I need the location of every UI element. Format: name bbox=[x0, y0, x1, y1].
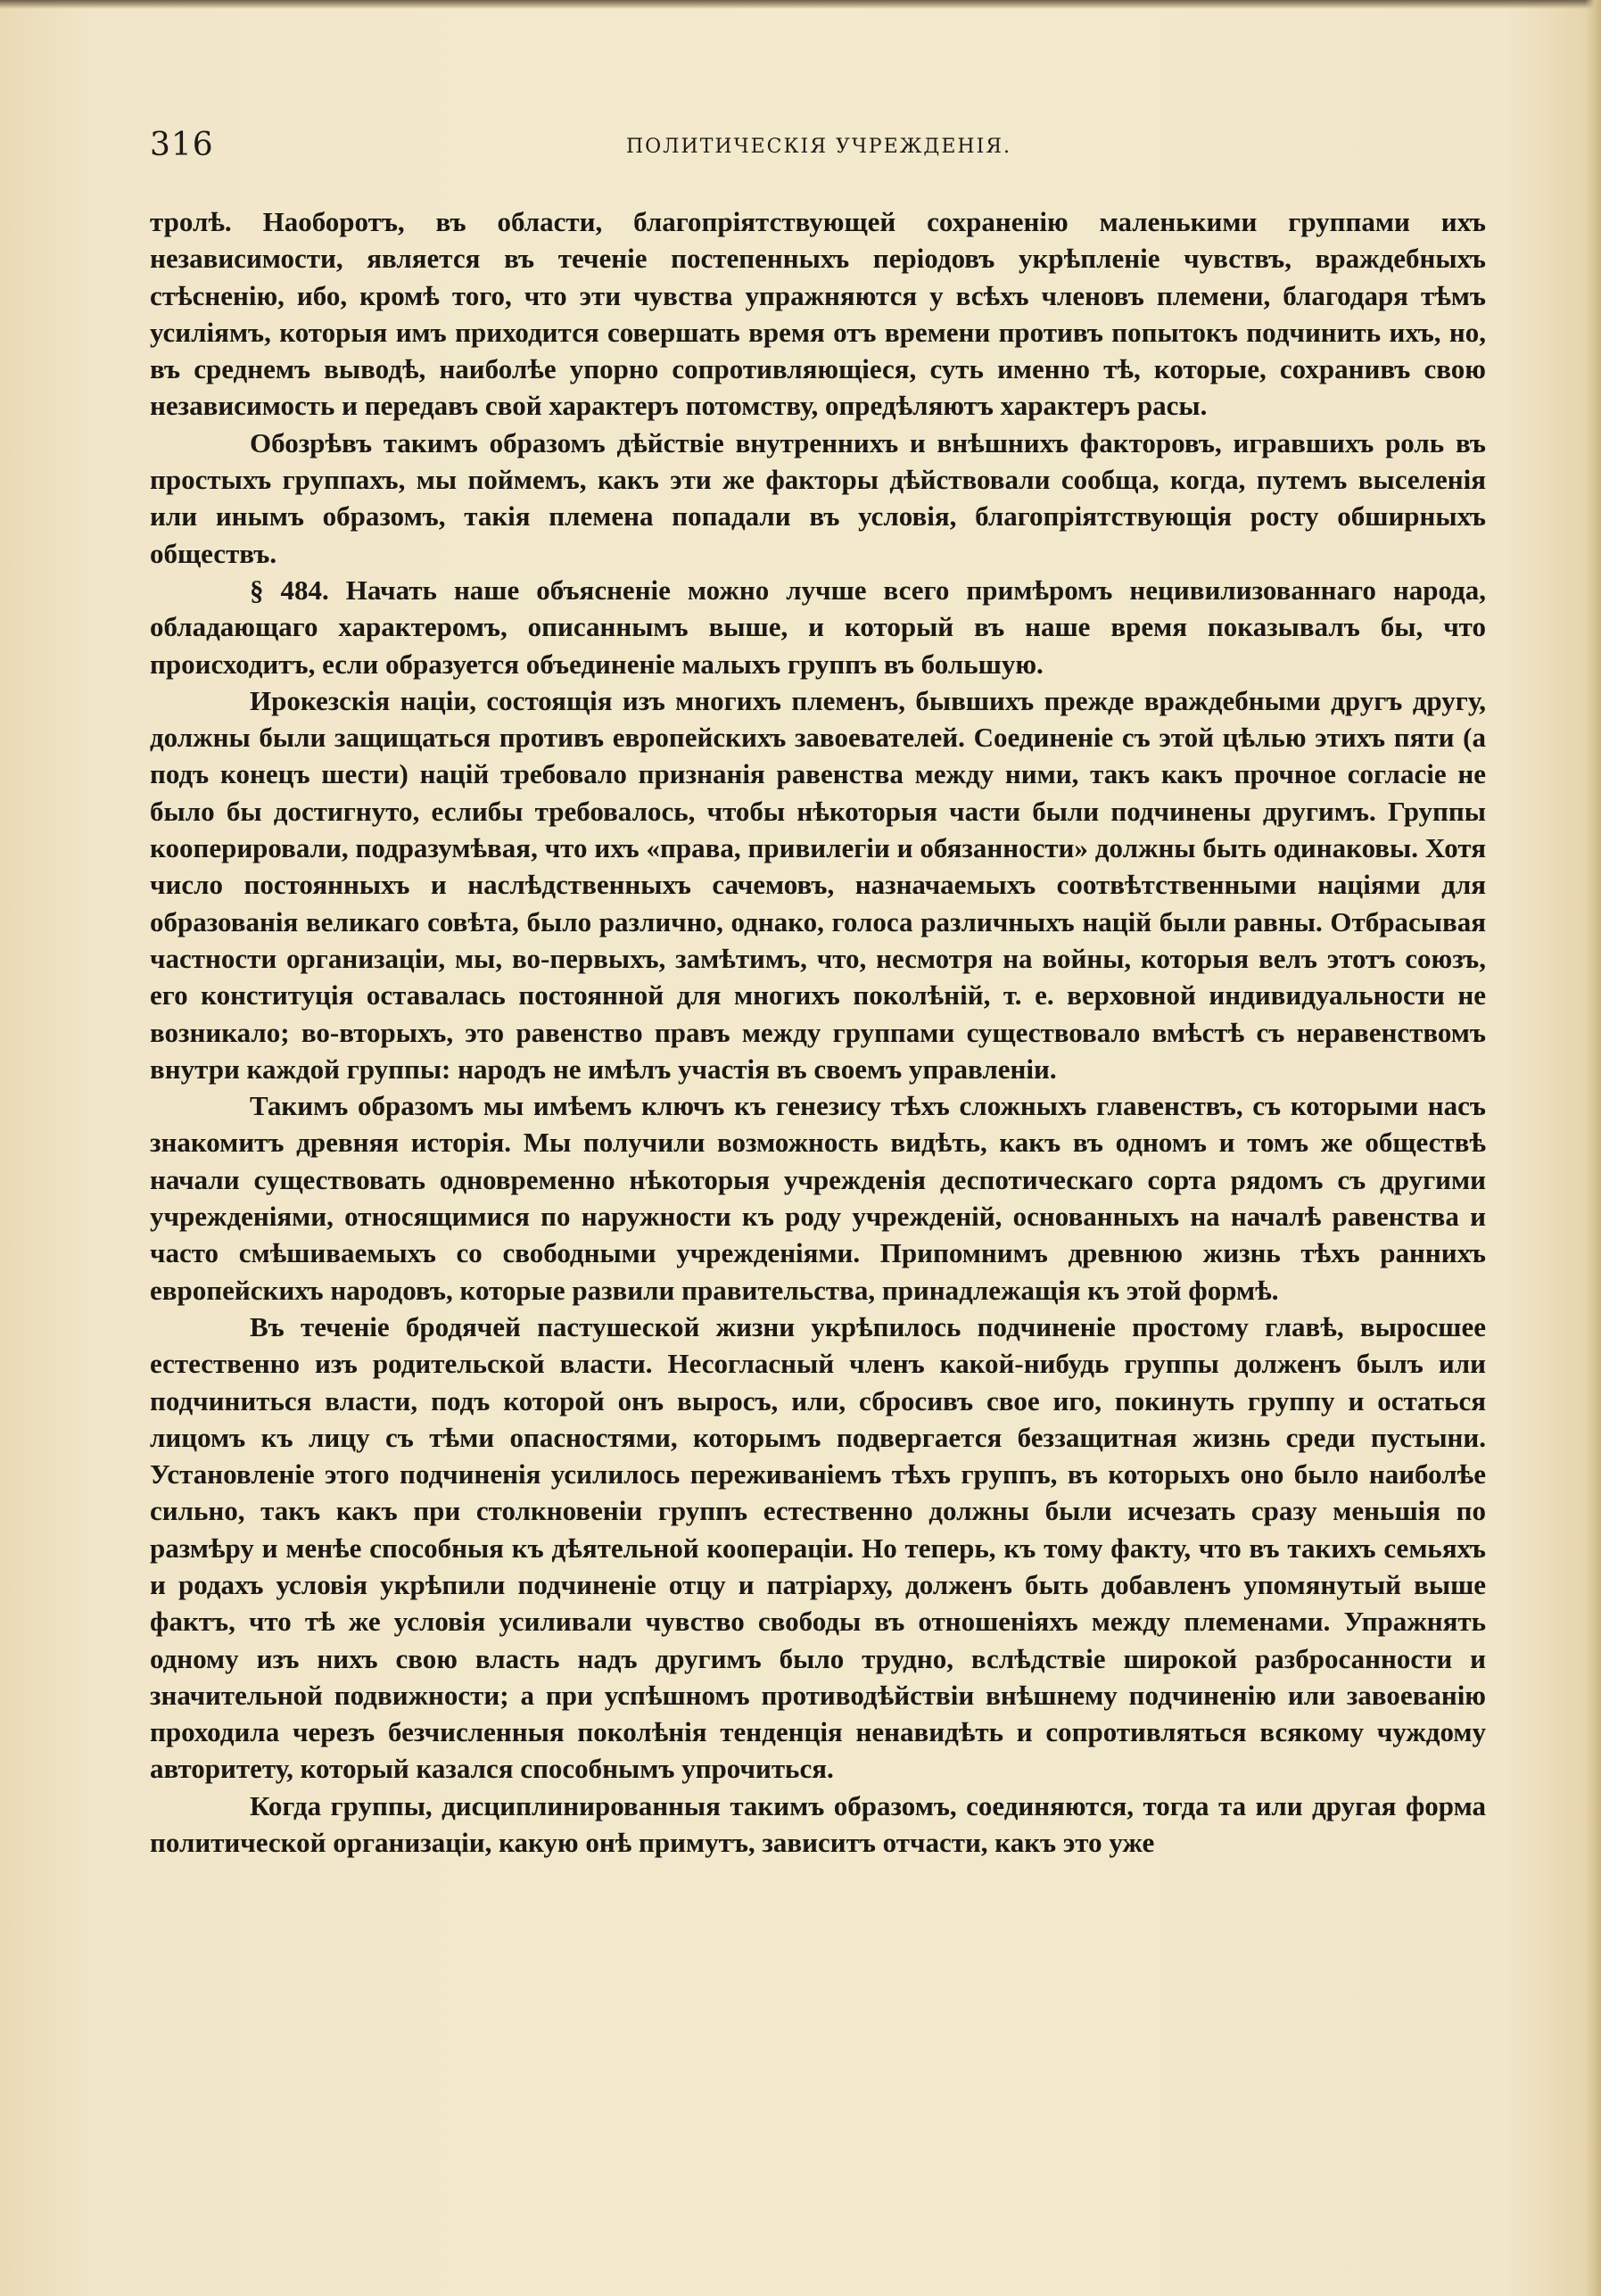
paragraph: тролѣ. Наоборотъ, въ области, благопріятствующей сохраненію маленькими группами ихъ независимости, является въ теченіе постепенныхъ періодовъ укрѣпленіе чувствъ, враждебныхъ стѣсненію, ибо, кромѣ того, что эти чувства упражняются у всѣхъ членовъ племени, благодаря тѣмъ усиліямъ, которыя имъ приходится совершать время отъ времени противъ попытокъ подчинить ихъ, но, въ среднемъ выводѣ, наиболѣе упорно сопротивляющіеся, суть именно тѣ, которые, сохранивъ свою независимость и передавъ свой характеръ потомству, опредѣляютъ характеръ расы. bbox=[150, 206, 1486, 422]
paragraph: Ирокезскія націи, состоящія изъ многихъ племенъ, бывшихъ прежде враждебными другъ другу, должны были защищаться противъ европейскихъ завоевателей. Соединеніе съ этой цѣлью этихъ пяти (а подъ конецъ шести) націй требовало признанія равенства между ними, такъ какъ прочное согласіе не было бы достигнуто, еслибы требовалось, чтобы нѣкоторыя части были подчинены другимъ. Группы кооперировали, подразумѣвая, что ихъ «права, привилегіи и обязанности» должны быть одинаковы. Хотя число постоянныхъ и наслѣдственныхъ сачемовъ, назначаемыхъ соотвѣтственными націями для образованія великаго совѣта, было различно, однако, голоса различныхъ націй были равны. Отбрасывая частности организаціи, мы, во-первыхъ, замѣтимъ, что, несмотря на войны, которыя велъ этотъ союзъ, его конституція оставалась постоянной для многихъ поколѣній, т. е. верховной индивидуальности не возникало; во-вторыхъ, это равенство правъ между группами существовало вмѣстѣ съ неравенствомъ внутри каждой группы: народъ не имѣлъ участія въ своемъ управленіи. bbox=[150, 684, 1486, 1085]
paragraph: Такимъ образомъ мы имѣемъ ключъ къ генезису тѣхъ сложныхъ главенствъ, съ которыми насъ знакомитъ древняя исторія. Мы получили возможность видѣть, какъ въ одномъ и томъ же обществѣ начали существовать одновременно нѣкоторыя учрежденія деспотическаго сорта рядомъ съ другими учрежденіями, относящимися по наружности къ роду учрежденій, основанныхъ на началѣ равенства и часто смѣшиваемыхъ со свободными учрежденіями. Припомнимъ древнюю жизнь тѣхъ раннихъ европейскихъ народовъ, которые развили правительства, принадлежащія къ этой формѣ. bbox=[150, 1090, 1486, 1306]
page-header bbox=[150, 127, 1488, 162]
paragraph: Когда группы, дисциплинированныя такимъ образомъ, соединяются, тогда та или другая форма политической организаціи, какую онѣ примутъ, зависитъ отчасти, какъ это уже bbox=[150, 1789, 1486, 1859]
running-head: ПОЛИТИЧЕСКІЯ УЧРЕЖДЕНІЯ. bbox=[625, 136, 1012, 158]
page-top-edge bbox=[0, 0, 1601, 9]
page-right-edge bbox=[1585, 0, 1601, 2296]
paragraph: Въ теченіе бродячей пастушеской жизни укрѣпилось подчиненіе простому главѣ, выросшее естественно изъ родительской власти. Несогласный членъ какой-нибудь группы долженъ былъ или подчиниться власти, подъ которой онъ выросъ, или, сбросивъ свое иго, покинуть группу и остаться лицомъ къ лицу съ тѣми опасностями, которымъ подвергается беззащитная жизнь среди пустыни. Установленіе этого подчиненія усилилось переживаніемъ тѣхъ группъ, въ которыхъ оно было наиболѣе сильно, такъ какъ при столкновеніи группъ естественно должны были исчезать сразу меньшія по размѣру и менѣе способныя къ дѣятельной коопераціи. Но теперь, къ тому факту, что въ такихъ семьяхъ и родахъ условія укрѣпили подчиненіе отцу и патріарху, долженъ быть добавленъ упомянутый выше фактъ, что тѣ же условія усиливали чувство свободы въ отношеніяхъ между племенами. Упражнять одному изъ нихъ свою власть надъ другимъ было трудно, вслѣдствіе широкой разбросанности и значительной подвижности; а при успѣшномъ противодѣйствіи внѣшнему подчиненію или завоеванію проходила черезъ безчисленныя поколѣнія тенденція ненавидѣть и сопротивляться всякому чуждому авторитету, который казался способнымъ упрочиться. bbox=[150, 1310, 1486, 1785]
body-text bbox=[150, 203, 1486, 1861]
page-number: 316 bbox=[150, 127, 214, 163]
paragraph: Обозрѣвъ такимъ образомъ дѣйствіе внутреннихъ и внѣшнихъ факторовъ, игравшихъ роль въ простыхъ группахъ, мы поймемъ, какъ эти же факторы дѣйствовали сообща, когда, путемъ выселенія или инымъ образомъ, такія племена попадали въ условія, благопріятствующія росту обширныхъ обществъ. bbox=[150, 426, 1486, 569]
paragraph: § 484. Начать наше объясненіе можно лучше всего примѣромъ нецивилизованнаго народа, обладающаго характеромъ, описаннымъ выше, и который въ наше время показывалъ бы, что происходитъ, если образуется объединеніе малыхъ группъ въ большую. bbox=[150, 574, 1486, 680]
